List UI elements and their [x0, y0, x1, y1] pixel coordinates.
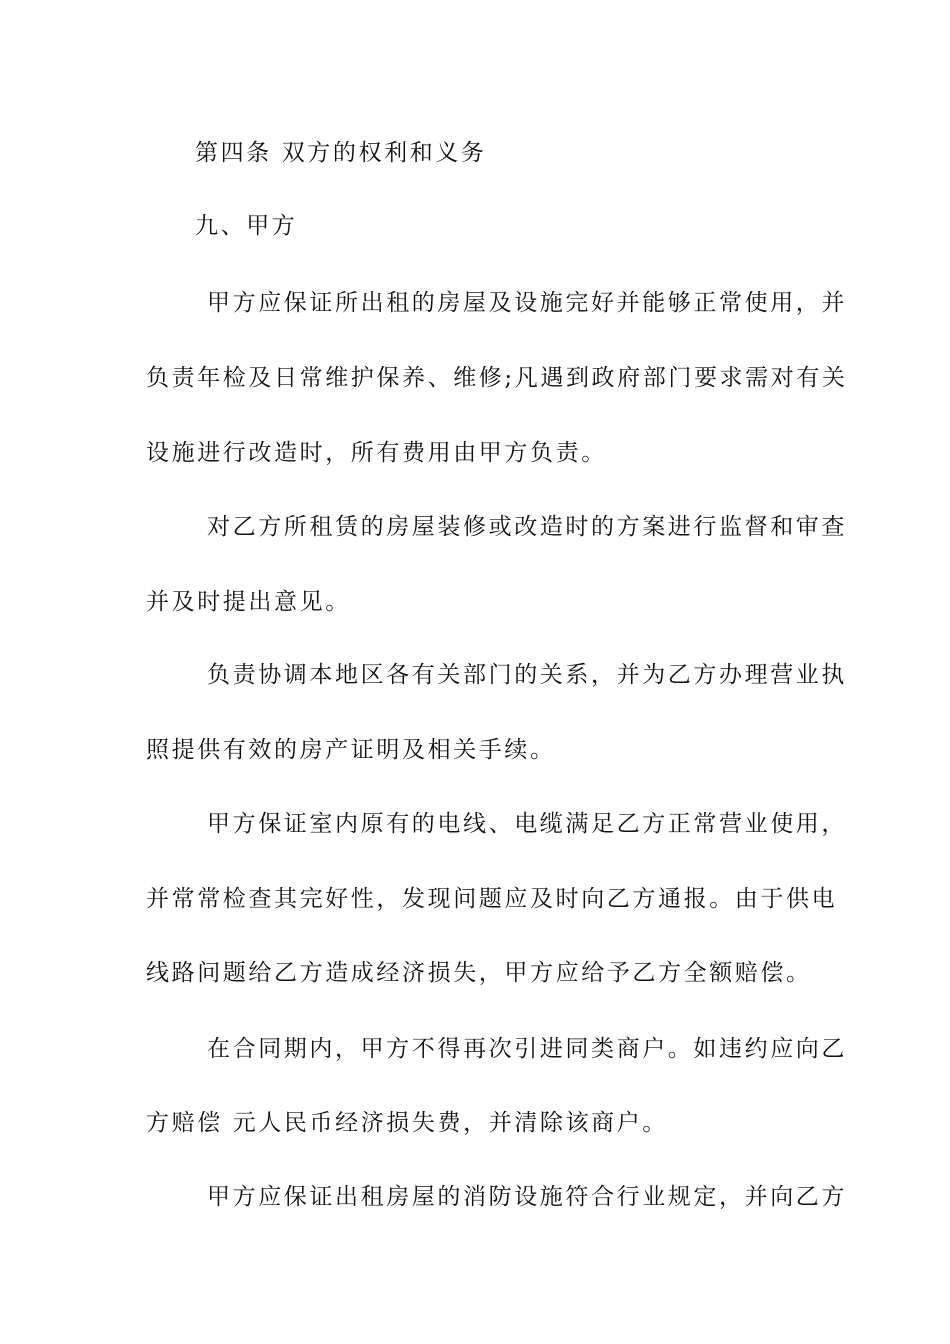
article-heading: 第四条 双方的权利和义务: [195, 140, 487, 166]
paragraph-line: 在合同期内，甲方不得再次引进同类商户。如违约应向乙: [207, 1036, 847, 1062]
paragraph-line: 负责协调本地区各有关部门的关系，并为乙方办理营业执: [207, 662, 847, 688]
paragraph-line: 并及时提出意见。: [146, 589, 351, 615]
paragraph-line: 对乙方所租赁的房屋装修或改造时的方案进行监督和审查: [207, 514, 847, 540]
paragraph-line: 设施进行改造时，所有费用由甲方负责。: [146, 440, 607, 466]
paragraph-line: 线路问题给乙方造成经济损失，甲方应给予乙方全额赔偿。: [146, 960, 812, 986]
section-heading: 九、甲方: [195, 213, 298, 239]
paragraph-line: 甲方保证室内原有的电线、电缆满足乙方正常营业使用，: [207, 811, 847, 837]
paragraph-line: 照提供有效的房产证明及相关手续。: [146, 737, 556, 763]
paragraph-line: 甲方应保证所出租的房屋及设施完好并能够正常使用，并: [207, 290, 847, 316]
paragraph-line: 甲方应保证出租房屋的消防设施符合行业规定，并向乙方: [207, 1184, 847, 1210]
paragraph-line: 负责年检及日常维护保养、维修;凡遇到政府部门要求需对有关: [146, 365, 848, 391]
paragraph-line: 方赔偿 元人民币经济损失费，并清除该商户。: [146, 1110, 668, 1136]
paragraph-line: 并常常检查其完好性，发现问题应及时向乙方通报。由于供电: [146, 886, 838, 912]
